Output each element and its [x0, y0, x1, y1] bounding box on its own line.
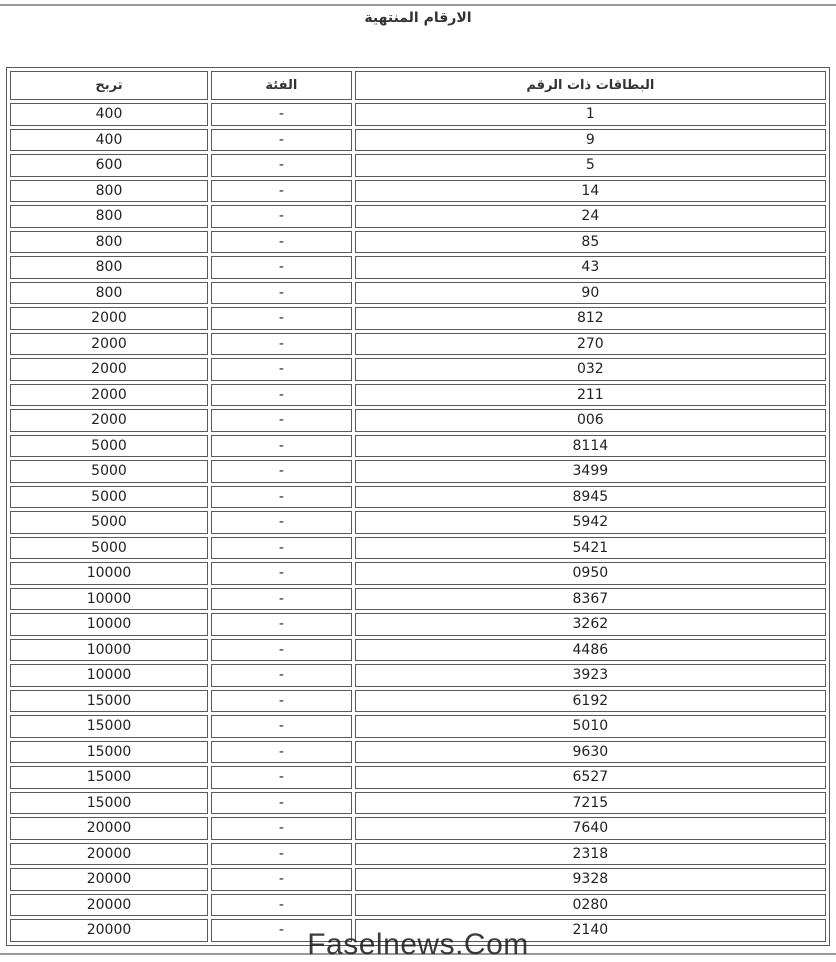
category-cell: - — [211, 639, 352, 662]
prize-cell: 2000 — [10, 333, 208, 356]
table-header-row — [10, 71, 826, 100]
card-number-cell: 43 — [355, 256, 826, 279]
category-cell: - — [211, 129, 352, 152]
prize-cell: 20000 — [10, 817, 208, 840]
card-number-cell: 270 — [355, 333, 826, 356]
card-number-cell: 3262 — [355, 613, 826, 636]
card-number-cell: 9 — [355, 129, 826, 152]
prize-cell: 800 — [10, 205, 208, 228]
prize-cell: 600 — [10, 154, 208, 177]
prize-cell: 10000 — [10, 639, 208, 662]
table-row — [10, 868, 826, 891]
prize-cell: 2000 — [10, 409, 208, 432]
prize-cell: 2000 — [10, 358, 208, 381]
card-number-cell: 5 — [355, 154, 826, 177]
card-number-cell: 6192 — [355, 690, 826, 713]
table-row — [10, 307, 826, 330]
category-cell: - — [211, 766, 352, 789]
card-number-cell: 2140 — [355, 919, 826, 942]
card-number-cell: 14 — [355, 180, 826, 203]
top-border-line — [0, 4, 836, 6]
prize-cell: 800 — [10, 282, 208, 305]
card-number-cell: 24 — [355, 205, 826, 228]
card-number-cell: 2318 — [355, 843, 826, 866]
results-table — [6, 67, 830, 946]
bottom-border-line — [0, 953, 836, 955]
page-title: الارقام المنتهية — [364, 10, 472, 26]
prize-cell: 5000 — [10, 460, 208, 483]
card-number-cell: 5942 — [355, 511, 826, 534]
category-cell: - — [211, 894, 352, 917]
prize-cell: 5000 — [10, 435, 208, 458]
table-row — [10, 154, 826, 177]
card-number-cell: 211 — [355, 384, 826, 407]
table-row — [10, 460, 826, 483]
table-row — [10, 639, 826, 662]
category-cell: - — [211, 613, 352, 636]
prize-cell: 20000 — [10, 868, 208, 891]
category-cell: - — [211, 358, 352, 381]
table-row — [10, 358, 826, 381]
prize-cell: 10000 — [10, 562, 208, 585]
category-cell: - — [211, 562, 352, 585]
header-category: الفئة — [211, 71, 352, 100]
table-row — [10, 894, 826, 917]
table-row — [10, 129, 826, 152]
table-row — [10, 766, 826, 789]
card-number-cell: 9328 — [355, 868, 826, 891]
table-body — [10, 103, 826, 942]
header-prize: تربح — [10, 71, 208, 100]
category-cell: - — [211, 460, 352, 483]
prize-cell: 400 — [10, 103, 208, 126]
prize-cell: 2000 — [10, 307, 208, 330]
category-cell: - — [211, 486, 352, 509]
prize-cell: 400 — [10, 129, 208, 152]
prize-cell: 20000 — [10, 894, 208, 917]
table-row — [10, 205, 826, 228]
category-cell: - — [211, 511, 352, 534]
category-cell: - — [211, 817, 352, 840]
table-row — [10, 562, 826, 585]
prize-cell: 15000 — [10, 690, 208, 713]
table-row — [10, 231, 826, 254]
prize-cell: 15000 — [10, 792, 208, 815]
card-number-cell: 5421 — [355, 537, 826, 560]
category-cell: - — [211, 537, 352, 560]
category-cell: - — [211, 282, 352, 305]
card-number-cell: 8367 — [355, 588, 826, 611]
category-cell: - — [211, 409, 352, 432]
table-row — [10, 282, 826, 305]
table-row — [10, 333, 826, 356]
category-cell: - — [211, 333, 352, 356]
card-number-cell: 85 — [355, 231, 826, 254]
prize-cell: 10000 — [10, 613, 208, 636]
table-row — [10, 919, 826, 942]
table-row — [10, 690, 826, 713]
prize-cell: 5000 — [10, 486, 208, 509]
category-cell: - — [211, 205, 352, 228]
card-number-cell: 90 — [355, 282, 826, 305]
table-row — [10, 384, 826, 407]
card-number-cell: 7640 — [355, 817, 826, 840]
card-number-cell: 7215 — [355, 792, 826, 815]
table-row — [10, 792, 826, 815]
category-cell: - — [211, 231, 352, 254]
prize-cell: 10000 — [10, 664, 208, 687]
table-row — [10, 843, 826, 866]
prize-cell: 800 — [10, 180, 208, 203]
prize-cell: 20000 — [10, 843, 208, 866]
card-number-cell: 0280 — [355, 894, 826, 917]
category-cell: - — [211, 103, 352, 126]
prize-cell: 2000 — [10, 384, 208, 407]
category-cell: - — [211, 384, 352, 407]
category-cell: - — [211, 843, 352, 866]
card-number-cell: 5010 — [355, 715, 826, 738]
prize-cell: 5000 — [10, 511, 208, 534]
category-cell: - — [211, 307, 352, 330]
prize-cell: 5000 — [10, 537, 208, 560]
category-cell: - — [211, 792, 352, 815]
card-number-cell: 9630 — [355, 741, 826, 764]
card-number-cell: 0950 — [355, 562, 826, 585]
card-number-cell: 032 — [355, 358, 826, 381]
card-number-cell: 6527 — [355, 766, 826, 789]
category-cell: - — [211, 588, 352, 611]
prize-cell: 15000 — [10, 766, 208, 789]
prize-cell: 800 — [10, 256, 208, 279]
card-number-cell: 1 — [355, 103, 826, 126]
table-row — [10, 486, 826, 509]
prize-cell: 15000 — [10, 715, 208, 738]
table-row — [10, 511, 826, 534]
category-cell: - — [211, 741, 352, 764]
table-row — [10, 664, 826, 687]
table-row — [10, 409, 826, 432]
category-cell: - — [211, 664, 352, 687]
table-row — [10, 741, 826, 764]
table-row — [10, 435, 826, 458]
prize-cell: 800 — [10, 231, 208, 254]
prize-cell: 20000 — [10, 919, 208, 942]
table-row — [10, 817, 826, 840]
table-row — [10, 256, 826, 279]
card-number-cell: 8114 — [355, 435, 826, 458]
category-cell: - — [211, 180, 352, 203]
card-number-cell: 3499 — [355, 460, 826, 483]
header-cards: البطاقات ذات الرقم — [355, 71, 826, 100]
category-cell: - — [211, 256, 352, 279]
category-cell: - — [211, 435, 352, 458]
table-row — [10, 613, 826, 636]
table-row — [10, 537, 826, 560]
card-number-cell: 8945 — [355, 486, 826, 509]
prize-cell: 10000 — [10, 588, 208, 611]
card-number-cell: 812 — [355, 307, 826, 330]
category-cell: - — [211, 154, 352, 177]
category-cell: - — [211, 868, 352, 891]
card-number-cell: 3923 — [355, 664, 826, 687]
table-row — [10, 180, 826, 203]
table-row — [10, 588, 826, 611]
category-cell: - — [211, 919, 352, 942]
prize-cell: 15000 — [10, 741, 208, 764]
category-cell: - — [211, 690, 352, 713]
card-number-cell: 006 — [355, 409, 826, 432]
card-number-cell: 4486 — [355, 639, 826, 662]
watermark: Faselnews.Com — [307, 928, 529, 961]
table-row — [10, 103, 826, 126]
category-cell: - — [211, 715, 352, 738]
table-row — [10, 715, 826, 738]
